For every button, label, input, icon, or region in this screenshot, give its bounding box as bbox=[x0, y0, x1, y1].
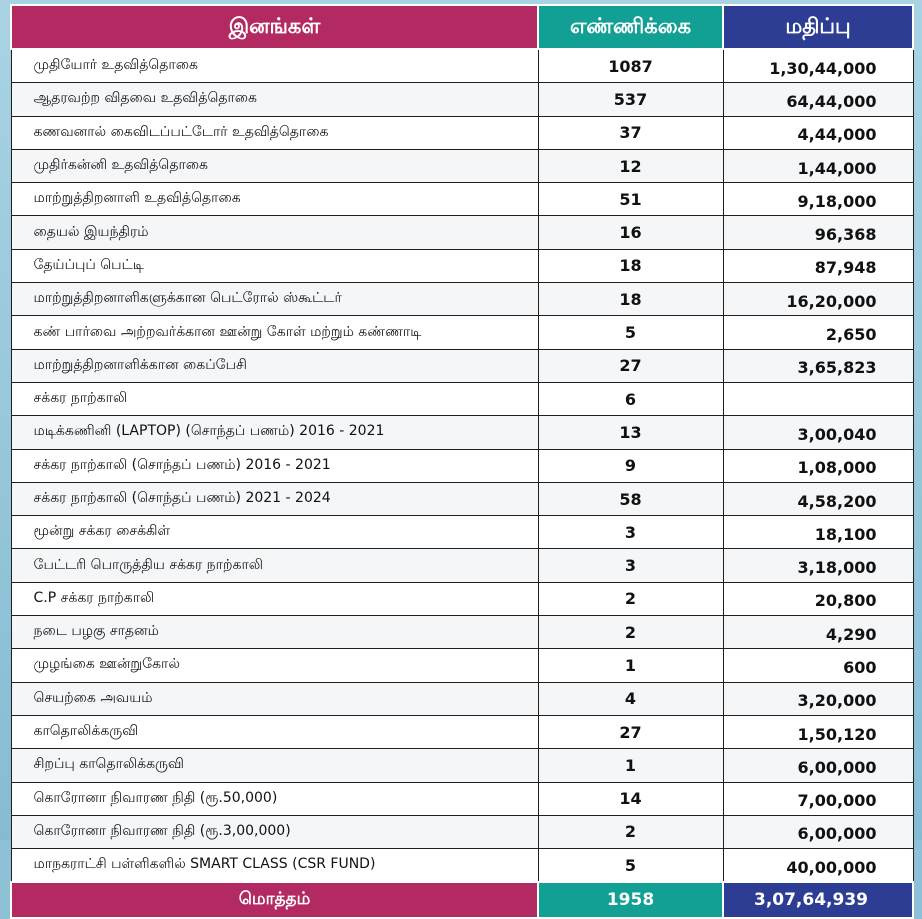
count-cell: 18 bbox=[538, 283, 723, 316]
table-row bbox=[11, 582, 913, 615]
item-cell: முழங்கை ஊன்றுகோல் bbox=[11, 649, 538, 682]
count-cell: 1087 bbox=[538, 49, 723, 83]
value-cell: 18,100 bbox=[723, 516, 913, 549]
value-cell: 4,44,000 bbox=[723, 116, 913, 149]
count-cell: 5 bbox=[538, 849, 723, 883]
table-row bbox=[11, 416, 913, 449]
table-row bbox=[11, 815, 913, 848]
count-cell: 2 bbox=[538, 616, 723, 649]
total-label: மொத்தம் bbox=[11, 882, 538, 918]
value-cell: 3,18,000 bbox=[723, 549, 913, 582]
item-cell: மாற்றுத்திறனாளிகளுக்கான பெட்ரோல் ஸ்கூட்டர் bbox=[11, 283, 538, 316]
table-row bbox=[11, 682, 913, 715]
count-cell: 3 bbox=[538, 516, 723, 549]
value-cell: 64,44,000 bbox=[723, 83, 913, 116]
table-row bbox=[11, 83, 913, 116]
count-cell: 9 bbox=[538, 449, 723, 482]
value-cell: 87,948 bbox=[723, 249, 913, 282]
table-row bbox=[11, 149, 913, 182]
count-cell: 6 bbox=[538, 382, 723, 415]
item-cell: மடிக்கணினி (LAPTOP) (சொந்தப் பணம்) 2016 - 2021 bbox=[11, 416, 538, 449]
table-row bbox=[11, 715, 913, 748]
count-cell: 14 bbox=[538, 782, 723, 815]
item-cell: C.P சக்கர நாற்காலி bbox=[11, 582, 538, 615]
count-cell: 51 bbox=[538, 183, 723, 216]
table-row bbox=[11, 616, 913, 649]
value-cell: 1,08,000 bbox=[723, 449, 913, 482]
table-row bbox=[11, 849, 913, 883]
table-row bbox=[11, 782, 913, 815]
item-cell: சிறப்பு காதொலிக்கருவி bbox=[11, 749, 538, 782]
table-row bbox=[11, 183, 913, 216]
item-cell: சக்கர நாற்காலி bbox=[11, 382, 538, 415]
item-cell: தையல் இயந்திரம் bbox=[11, 216, 538, 249]
count-cell: 37 bbox=[538, 116, 723, 149]
value-cell: 1,50,120 bbox=[723, 715, 913, 748]
value-cell: 3,20,000 bbox=[723, 682, 913, 715]
table-row bbox=[11, 283, 913, 316]
value-cell: 3,65,823 bbox=[723, 349, 913, 382]
table-body bbox=[11, 49, 913, 882]
table-row bbox=[11, 116, 913, 149]
count-cell: 18 bbox=[538, 249, 723, 282]
count-cell: 27 bbox=[538, 349, 723, 382]
value-cell: 4,290 bbox=[723, 616, 913, 649]
header-items: இனங்கள் bbox=[11, 5, 538, 49]
value-cell: 9,18,000 bbox=[723, 183, 913, 216]
item-cell: நடை பழகு சாதனம் bbox=[11, 616, 538, 649]
header-count: எண்ணிக்கை bbox=[538, 5, 723, 49]
item-cell: செயற்கை அவயம் bbox=[11, 682, 538, 715]
value-cell: 96,368 bbox=[723, 216, 913, 249]
count-cell: 12 bbox=[538, 149, 723, 182]
item-cell: மாநகராட்சி பள்ளிகளில் SMART CLASS (CSR FUND) bbox=[11, 849, 538, 883]
item-cell: கொரோனா நிவாரண நிதி (ரூ.50,000) bbox=[11, 782, 538, 815]
count-cell: 3 bbox=[538, 549, 723, 582]
item-cell: கொரோனா நிவாரண நிதி (ரூ.3,00,000) bbox=[11, 815, 538, 848]
count-cell: 13 bbox=[538, 416, 723, 449]
table-row bbox=[11, 249, 913, 282]
count-cell: 5 bbox=[538, 316, 723, 349]
table-row bbox=[11, 49, 913, 83]
header-value: மதிப்பு bbox=[723, 5, 913, 49]
value-cell: 2,650 bbox=[723, 316, 913, 349]
item-cell: பேட்டரி பொருத்திய சக்கர நாற்காலி bbox=[11, 549, 538, 582]
table-row bbox=[11, 349, 913, 382]
table-total-row bbox=[11, 882, 913, 918]
item-cell: மாற்றுத்திறனாளிக்கான கைப்பேசி bbox=[11, 349, 538, 382]
value-cell: 600 bbox=[723, 649, 913, 682]
item-cell: மூன்று சக்கர சைக்கிள் bbox=[11, 516, 538, 549]
item-cell: மாற்றுத்திறனாளி உதவித்தொகை bbox=[11, 183, 538, 216]
item-cell: சக்கர நாற்காலி (சொந்தப் பணம்) 2016 - 2021 bbox=[11, 449, 538, 482]
table-row bbox=[11, 549, 913, 582]
item-cell: ஆதரவற்ற விதவை உதவித்தொகை bbox=[11, 83, 538, 116]
table-header-row bbox=[11, 5, 913, 49]
item-cell: காதொலிக்கருவி bbox=[11, 715, 538, 748]
table-row bbox=[11, 449, 913, 482]
value-cell: 20,800 bbox=[723, 582, 913, 615]
table-row bbox=[11, 482, 913, 515]
table-row bbox=[11, 382, 913, 415]
table-row bbox=[11, 316, 913, 349]
value-cell: 16,20,000 bbox=[723, 283, 913, 316]
count-cell: 58 bbox=[538, 482, 723, 515]
count-cell: 1 bbox=[538, 749, 723, 782]
item-cell: முதியோர் உதவித்தொகை bbox=[11, 49, 538, 83]
item-cell: தேய்ப்புப் பெட்டி bbox=[11, 249, 538, 282]
count-cell: 537 bbox=[538, 83, 723, 116]
value-cell: 3,00,040 bbox=[723, 416, 913, 449]
table-row bbox=[11, 216, 913, 249]
count-cell: 27 bbox=[538, 715, 723, 748]
total-count: 1958 bbox=[538, 882, 723, 918]
table-row bbox=[11, 649, 913, 682]
count-cell: 16 bbox=[538, 216, 723, 249]
value-cell: 1,30,44,000 bbox=[723, 49, 913, 83]
item-cell: கண் பார்வை அற்றவர்க்கான ஊன்று கோள் மற்றும் கண்ணாடி bbox=[11, 316, 538, 349]
item-cell: முதிர்கன்னி உதவித்தொகை bbox=[11, 149, 538, 182]
value-cell: 7,00,000 bbox=[723, 782, 913, 815]
value-cell: 6,00,000 bbox=[723, 749, 913, 782]
value-cell bbox=[723, 382, 913, 415]
count-cell: 2 bbox=[538, 815, 723, 848]
table-row bbox=[11, 516, 913, 549]
count-cell: 1 bbox=[538, 649, 723, 682]
total-value: 3,07,64,939 bbox=[723, 882, 913, 918]
value-cell: 40,00,000 bbox=[723, 849, 913, 883]
value-cell: 4,58,200 bbox=[723, 482, 913, 515]
item-cell: சக்கர நாற்காலி (சொந்தப் பணம்) 2021 - 2024 bbox=[11, 482, 538, 515]
item-cell: கணவனால் கைவிடப்பட்டோர் உதவித்தொகை bbox=[11, 116, 538, 149]
table-row bbox=[11, 749, 913, 782]
count-cell: 4 bbox=[538, 682, 723, 715]
value-cell: 6,00,000 bbox=[723, 815, 913, 848]
value-cell: 1,44,000 bbox=[723, 149, 913, 182]
welfare-table bbox=[10, 4, 914, 919]
count-cell: 2 bbox=[538, 582, 723, 615]
